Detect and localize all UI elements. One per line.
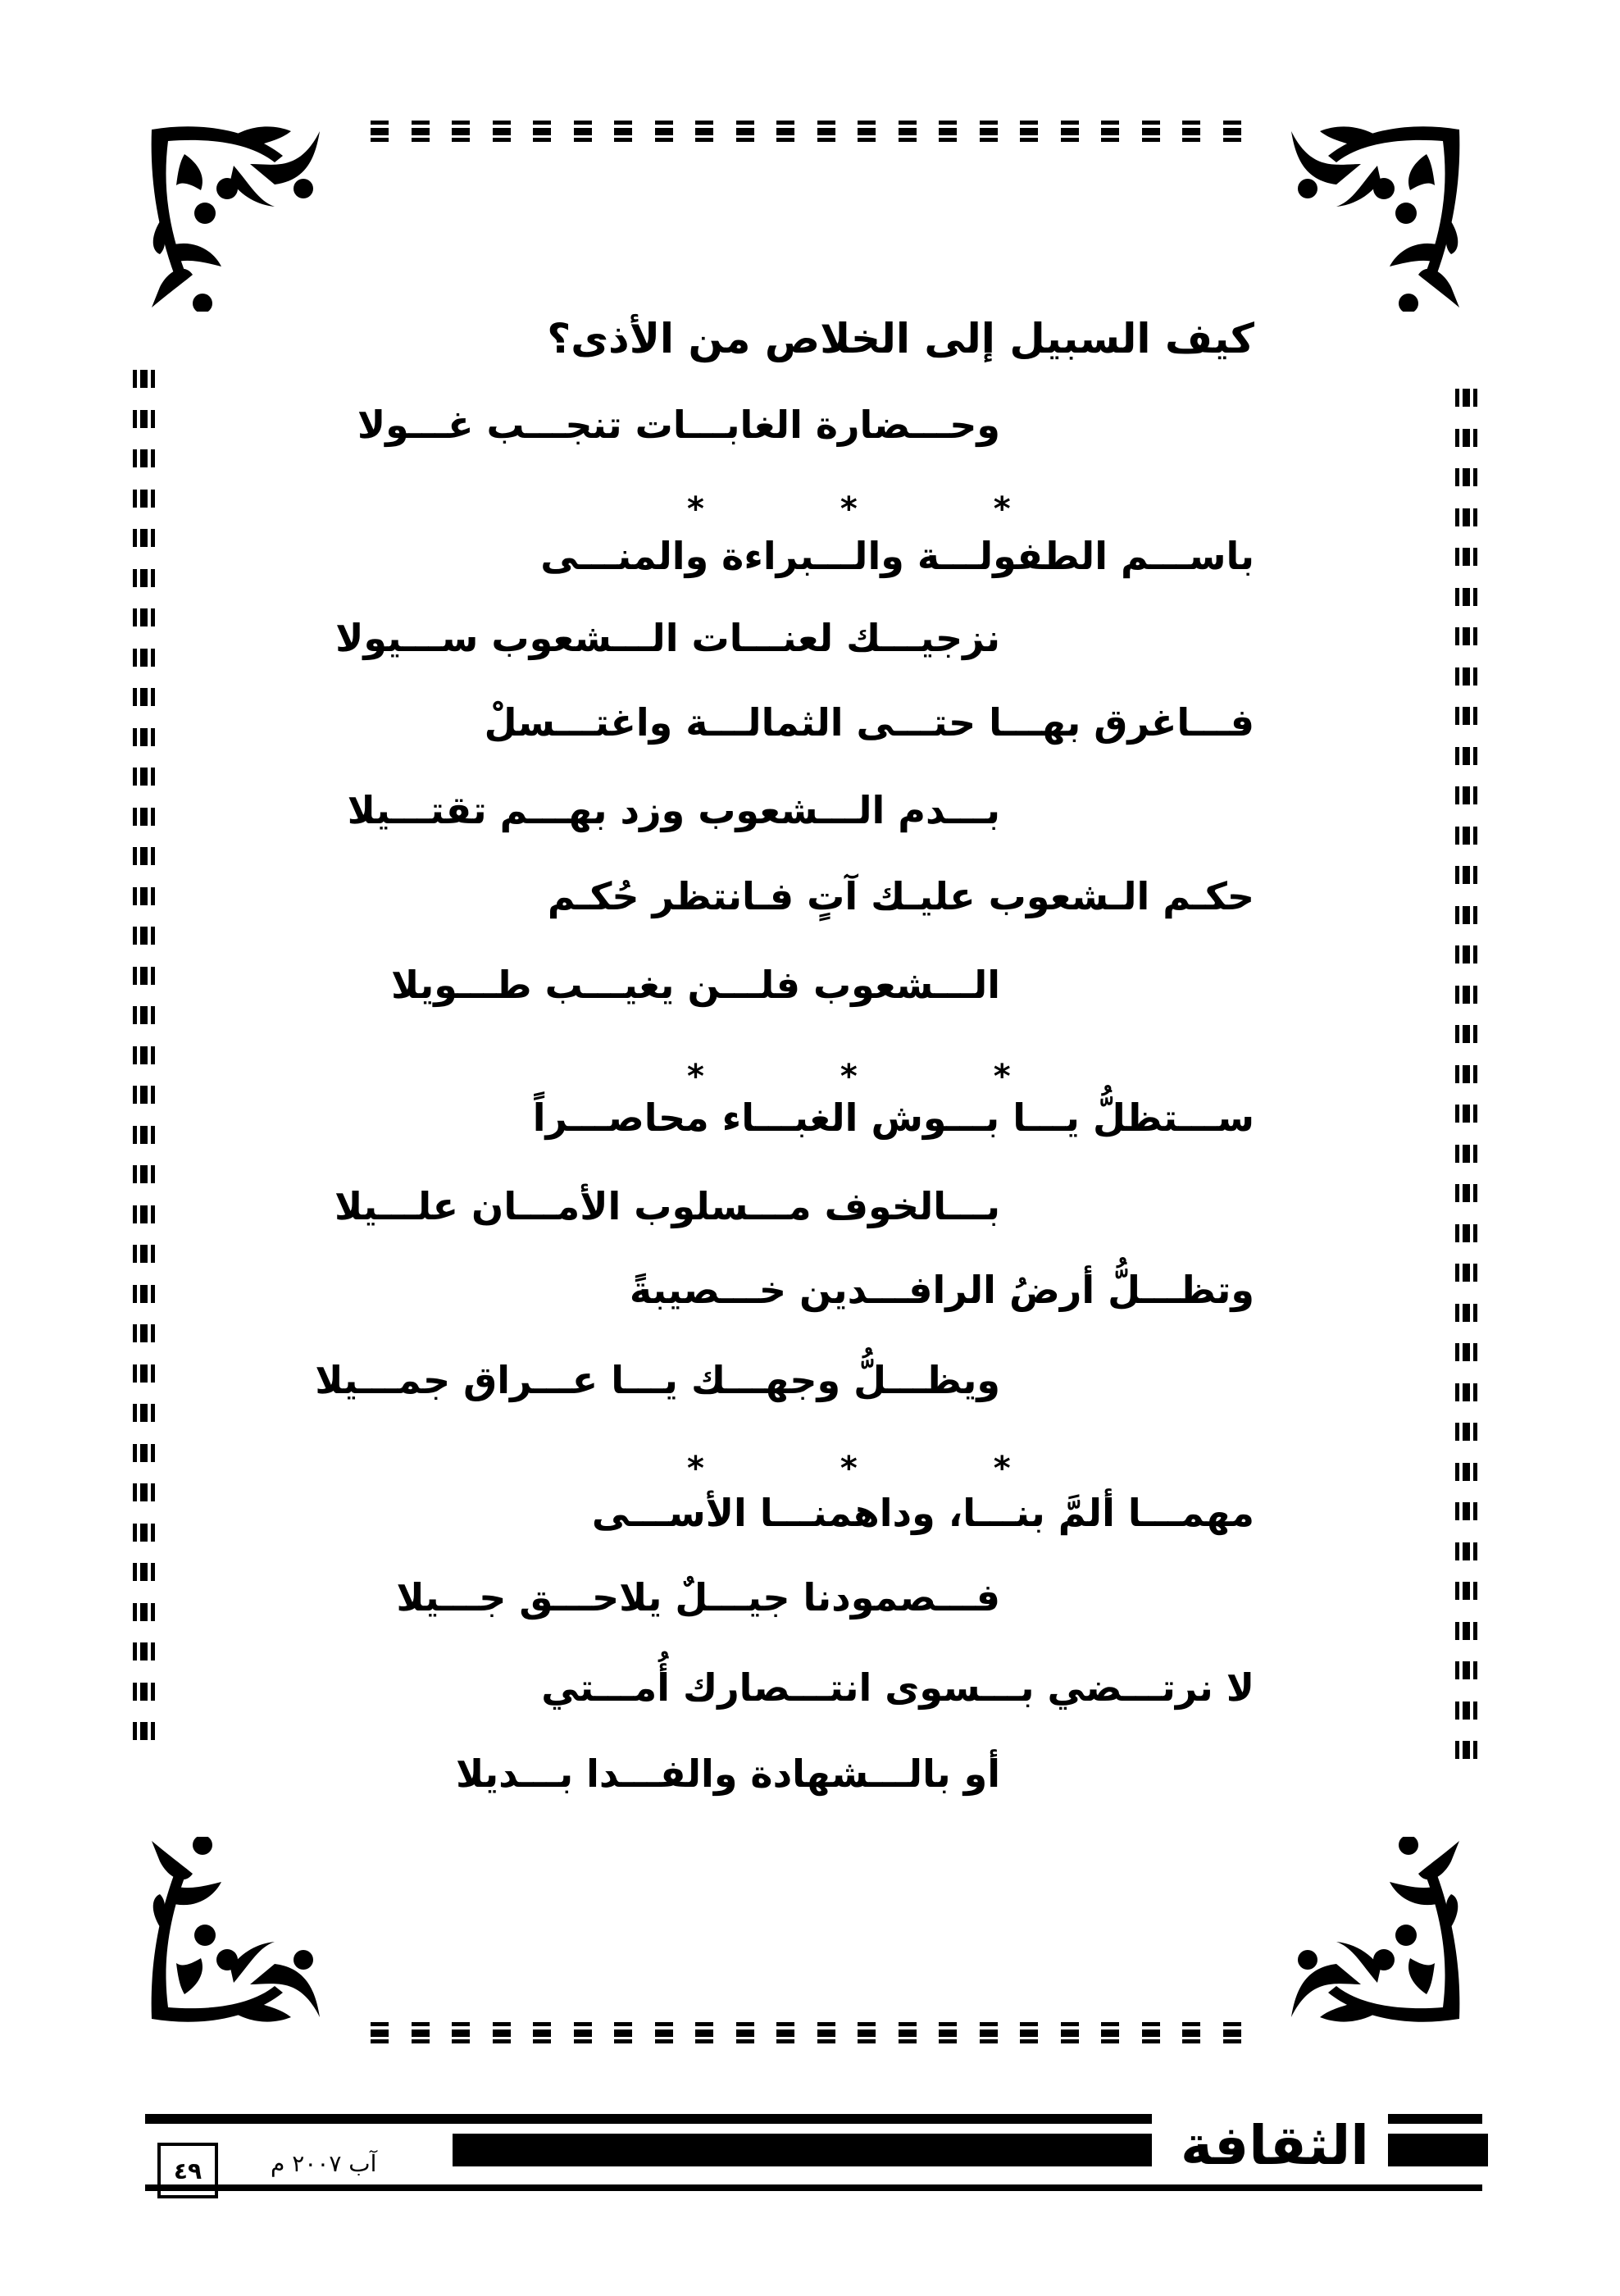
- border-marker: [1455, 429, 1488, 447]
- border-marker: [1455, 1065, 1488, 1083]
- magazine-masthead: الثقافة: [1181, 2114, 1369, 2177]
- border-marker: [133, 370, 166, 388]
- border-marker: [133, 1483, 166, 1501]
- border-marker: [133, 1324, 166, 1342]
- dash-segment: [858, 2022, 876, 2043]
- border-marker: [133, 529, 166, 547]
- border-marker: [1455, 945, 1488, 963]
- border-marker: [1455, 508, 1488, 526]
- border-marker: [133, 1046, 166, 1064]
- dash-segment: [1223, 2022, 1241, 2043]
- border-marker: [133, 927, 166, 945]
- border-marker: [1455, 747, 1488, 765]
- dash-segment: [817, 2022, 835, 2043]
- dash-segment: [1061, 2022, 1079, 2043]
- footer-top-rule: [145, 2114, 1152, 2124]
- verse-line: فـــاغرق بهـــا حتـــى الثمالـــة واغتـــسلْ: [484, 700, 1254, 745]
- dash-segment: [614, 121, 632, 142]
- border-marker: [133, 449, 166, 467]
- separator-stars: * * *: [687, 1450, 1073, 1487]
- border-marker: [1455, 1661, 1488, 1679]
- verse-line: حكـم الـشعوب عليـك آتٍ فـانتظر حُكـم: [547, 874, 1254, 918]
- section-separator: [687, 490, 1073, 528]
- verse-line: باســـم الطفولـــة والـــبراءة والمنـــى: [540, 534, 1254, 578]
- verse-line: الـــشعوب فلـــن يغيـــب طـــويلا: [391, 963, 1000, 1007]
- border-marker: [133, 1444, 166, 1462]
- border-marker: [133, 967, 166, 985]
- left-side-border: [133, 370, 166, 1762]
- border-marker: [1455, 627, 1488, 645]
- border-marker: [1455, 588, 1488, 606]
- border-marker: [1455, 1343, 1488, 1361]
- border-marker: [1455, 1622, 1488, 1640]
- border-marker: [133, 1285, 166, 1303]
- border-marker: [1455, 1105, 1488, 1123]
- border-marker: [1455, 1145, 1488, 1163]
- border-marker: [1455, 1542, 1488, 1560]
- border-marker: [1455, 827, 1488, 845]
- border-marker: [133, 1165, 166, 1183]
- dash-segment: [412, 121, 430, 142]
- dash-segment: [980, 121, 998, 142]
- dash-segment: [776, 121, 794, 142]
- border-marker: [133, 569, 166, 587]
- border-marker: [133, 1642, 166, 1660]
- border-marker: [1455, 866, 1488, 884]
- border-marker: [133, 1524, 166, 1542]
- top-dashed-border: [371, 121, 1241, 142]
- dash-segment: [980, 2022, 998, 2043]
- dash-segment: [1020, 121, 1038, 142]
- dash-segment: [574, 2022, 592, 2043]
- dash-segment: [1020, 2022, 1038, 2043]
- dash-segment: [939, 121, 957, 142]
- dash-segment: [776, 2022, 794, 2043]
- right-side-border: [1455, 389, 1488, 1781]
- issue-date: آب ٢٠٠٧ م: [271, 2150, 377, 2177]
- verse-line: ويظـــلُّ وجهـــك يـــا عـــراق جمـــيلا: [315, 1358, 1000, 1402]
- dash-segment: [574, 121, 592, 142]
- border-marker: [1455, 1741, 1488, 1759]
- verse-line: أو بالـــشهادة والفـــدا بـــديلا: [455, 1752, 1000, 1796]
- dash-segment: [817, 121, 835, 142]
- border-marker: [133, 1404, 166, 1422]
- border-marker: [1455, 667, 1488, 686]
- border-marker: [133, 1683, 166, 1701]
- page-number: [157, 2143, 218, 2198]
- border-marker: [133, 490, 166, 508]
- verse-line: مهمـــا ألمَّ بنـــا، وداهمنـــا الأســـى: [591, 1491, 1254, 1535]
- dash-segment: [655, 121, 673, 142]
- border-marker: [1455, 1025, 1488, 1043]
- dash-segment: [736, 121, 754, 142]
- dash-segment: [695, 121, 713, 142]
- border-marker: [133, 1205, 166, 1223]
- dash-segment: [452, 121, 470, 142]
- border-marker: [1455, 1502, 1488, 1520]
- border-marker: [133, 1722, 166, 1740]
- dash-segment: [858, 121, 876, 142]
- border-marker: [133, 1364, 166, 1383]
- border-marker: [1455, 707, 1488, 725]
- dash-segment: [493, 121, 511, 142]
- border-marker: [133, 1086, 166, 1104]
- verse-line: بـــالخوف مـــسلوب الأمـــان علـــيلا: [334, 1184, 1000, 1228]
- border-marker: [1455, 786, 1488, 804]
- border-marker: [133, 688, 166, 706]
- verse-line: فـــصمودنا جيـــلٌ يلاحـــق جـــيلا: [396, 1575, 1000, 1620]
- border-marker: [133, 887, 166, 905]
- verse-line: وحـــضارة الغابـــات تنجـــب غـــولا: [357, 403, 1000, 447]
- footer-middle-bar-right: [1388, 2134, 1488, 2166]
- footer-top-rule-right: [1388, 2114, 1482, 2124]
- footer-bottom-rule: [145, 2184, 1482, 2191]
- verse-line: لا نرتـــضي بـــسوى انتـــصارك أُمـــتي: [541, 1665, 1254, 1710]
- dash-segment: [493, 2022, 511, 2043]
- dash-segment: [1182, 121, 1200, 142]
- border-marker: [133, 608, 166, 626]
- border-marker: [133, 808, 166, 826]
- section-separator: [687, 1058, 1073, 1096]
- dash-segment: [412, 2022, 430, 2043]
- border-marker: [133, 1563, 166, 1581]
- verse-line: نزجيـــك لعنـــات الـــشعوب ســـيولا: [335, 616, 1000, 660]
- separator-stars: * * *: [687, 1058, 1073, 1096]
- border-marker: [133, 410, 166, 428]
- dash-segment: [695, 2022, 713, 2043]
- dash-segment: [1142, 121, 1160, 142]
- border-marker: [1455, 906, 1488, 924]
- border-marker: [1455, 1423, 1488, 1441]
- border-marker: [1455, 986, 1488, 1004]
- dash-segment: [1101, 2022, 1119, 2043]
- floral-corner-ornament-icon: [1287, 107, 1476, 312]
- border-marker: [1455, 389, 1488, 407]
- bottom-dashed-border: [371, 2022, 1241, 2043]
- floral-corner-ornament-icon: [135, 1837, 324, 2042]
- border-marker: [133, 847, 166, 865]
- border-marker: [133, 1126, 166, 1144]
- dash-segment: [452, 2022, 470, 2043]
- section-separator: [687, 1450, 1073, 1487]
- dash-segment: [1223, 121, 1241, 142]
- dash-segment: [533, 2022, 551, 2043]
- dash-segment: [939, 2022, 957, 2043]
- footer-middle-bar: [453, 2134, 1152, 2166]
- border-marker: [1455, 1702, 1488, 1720]
- border-marker: [1455, 1224, 1488, 1242]
- dash-segment: [736, 2022, 754, 2043]
- floral-corner-ornament-icon: [1287, 1837, 1476, 2042]
- separator-stars: * * *: [687, 490, 1073, 528]
- dash-segment: [371, 2022, 389, 2043]
- border-marker: [133, 728, 166, 746]
- page-number-text: ٤٩: [173, 2157, 202, 2184]
- poem-title: كيف السبيل إلى الخلاص من الأذى؟: [547, 315, 1254, 362]
- dash-segment: [533, 121, 551, 142]
- verse-line: بـــدم الـــشعوب وزد بهـــم تقتـــيلا: [347, 788, 1000, 832]
- border-marker: [1455, 468, 1488, 486]
- border-marker: [1455, 1383, 1488, 1401]
- border-marker: [1455, 1184, 1488, 1202]
- dash-segment: [1061, 121, 1079, 142]
- border-marker: [1455, 1264, 1488, 1282]
- border-marker: [133, 768, 166, 786]
- dash-segment: [1101, 121, 1119, 142]
- dash-segment: [614, 2022, 632, 2043]
- border-marker: [133, 649, 166, 667]
- dash-segment: [371, 121, 389, 142]
- dash-segment: [899, 121, 917, 142]
- border-marker: [133, 1245, 166, 1263]
- dash-segment: [1182, 2022, 1200, 2043]
- verse-line: ســـتظلُّ يـــا بـــوش الغبـــاء محاصـــراً: [532, 1096, 1254, 1140]
- border-marker: [133, 1006, 166, 1024]
- dash-segment: [655, 2022, 673, 2043]
- border-marker: [1455, 1304, 1488, 1322]
- border-marker: [133, 1603, 166, 1621]
- dash-segment: [899, 2022, 917, 2043]
- border-marker: [1455, 1463, 1488, 1481]
- verse-line: وتظـــلُّ أرضُ الرافـــدين خـــصيبةً: [629, 1268, 1254, 1312]
- floral-corner-ornament-icon: [135, 107, 324, 312]
- border-marker: [1455, 548, 1488, 566]
- dash-segment: [1142, 2022, 1160, 2043]
- border-marker: [1455, 1582, 1488, 1600]
